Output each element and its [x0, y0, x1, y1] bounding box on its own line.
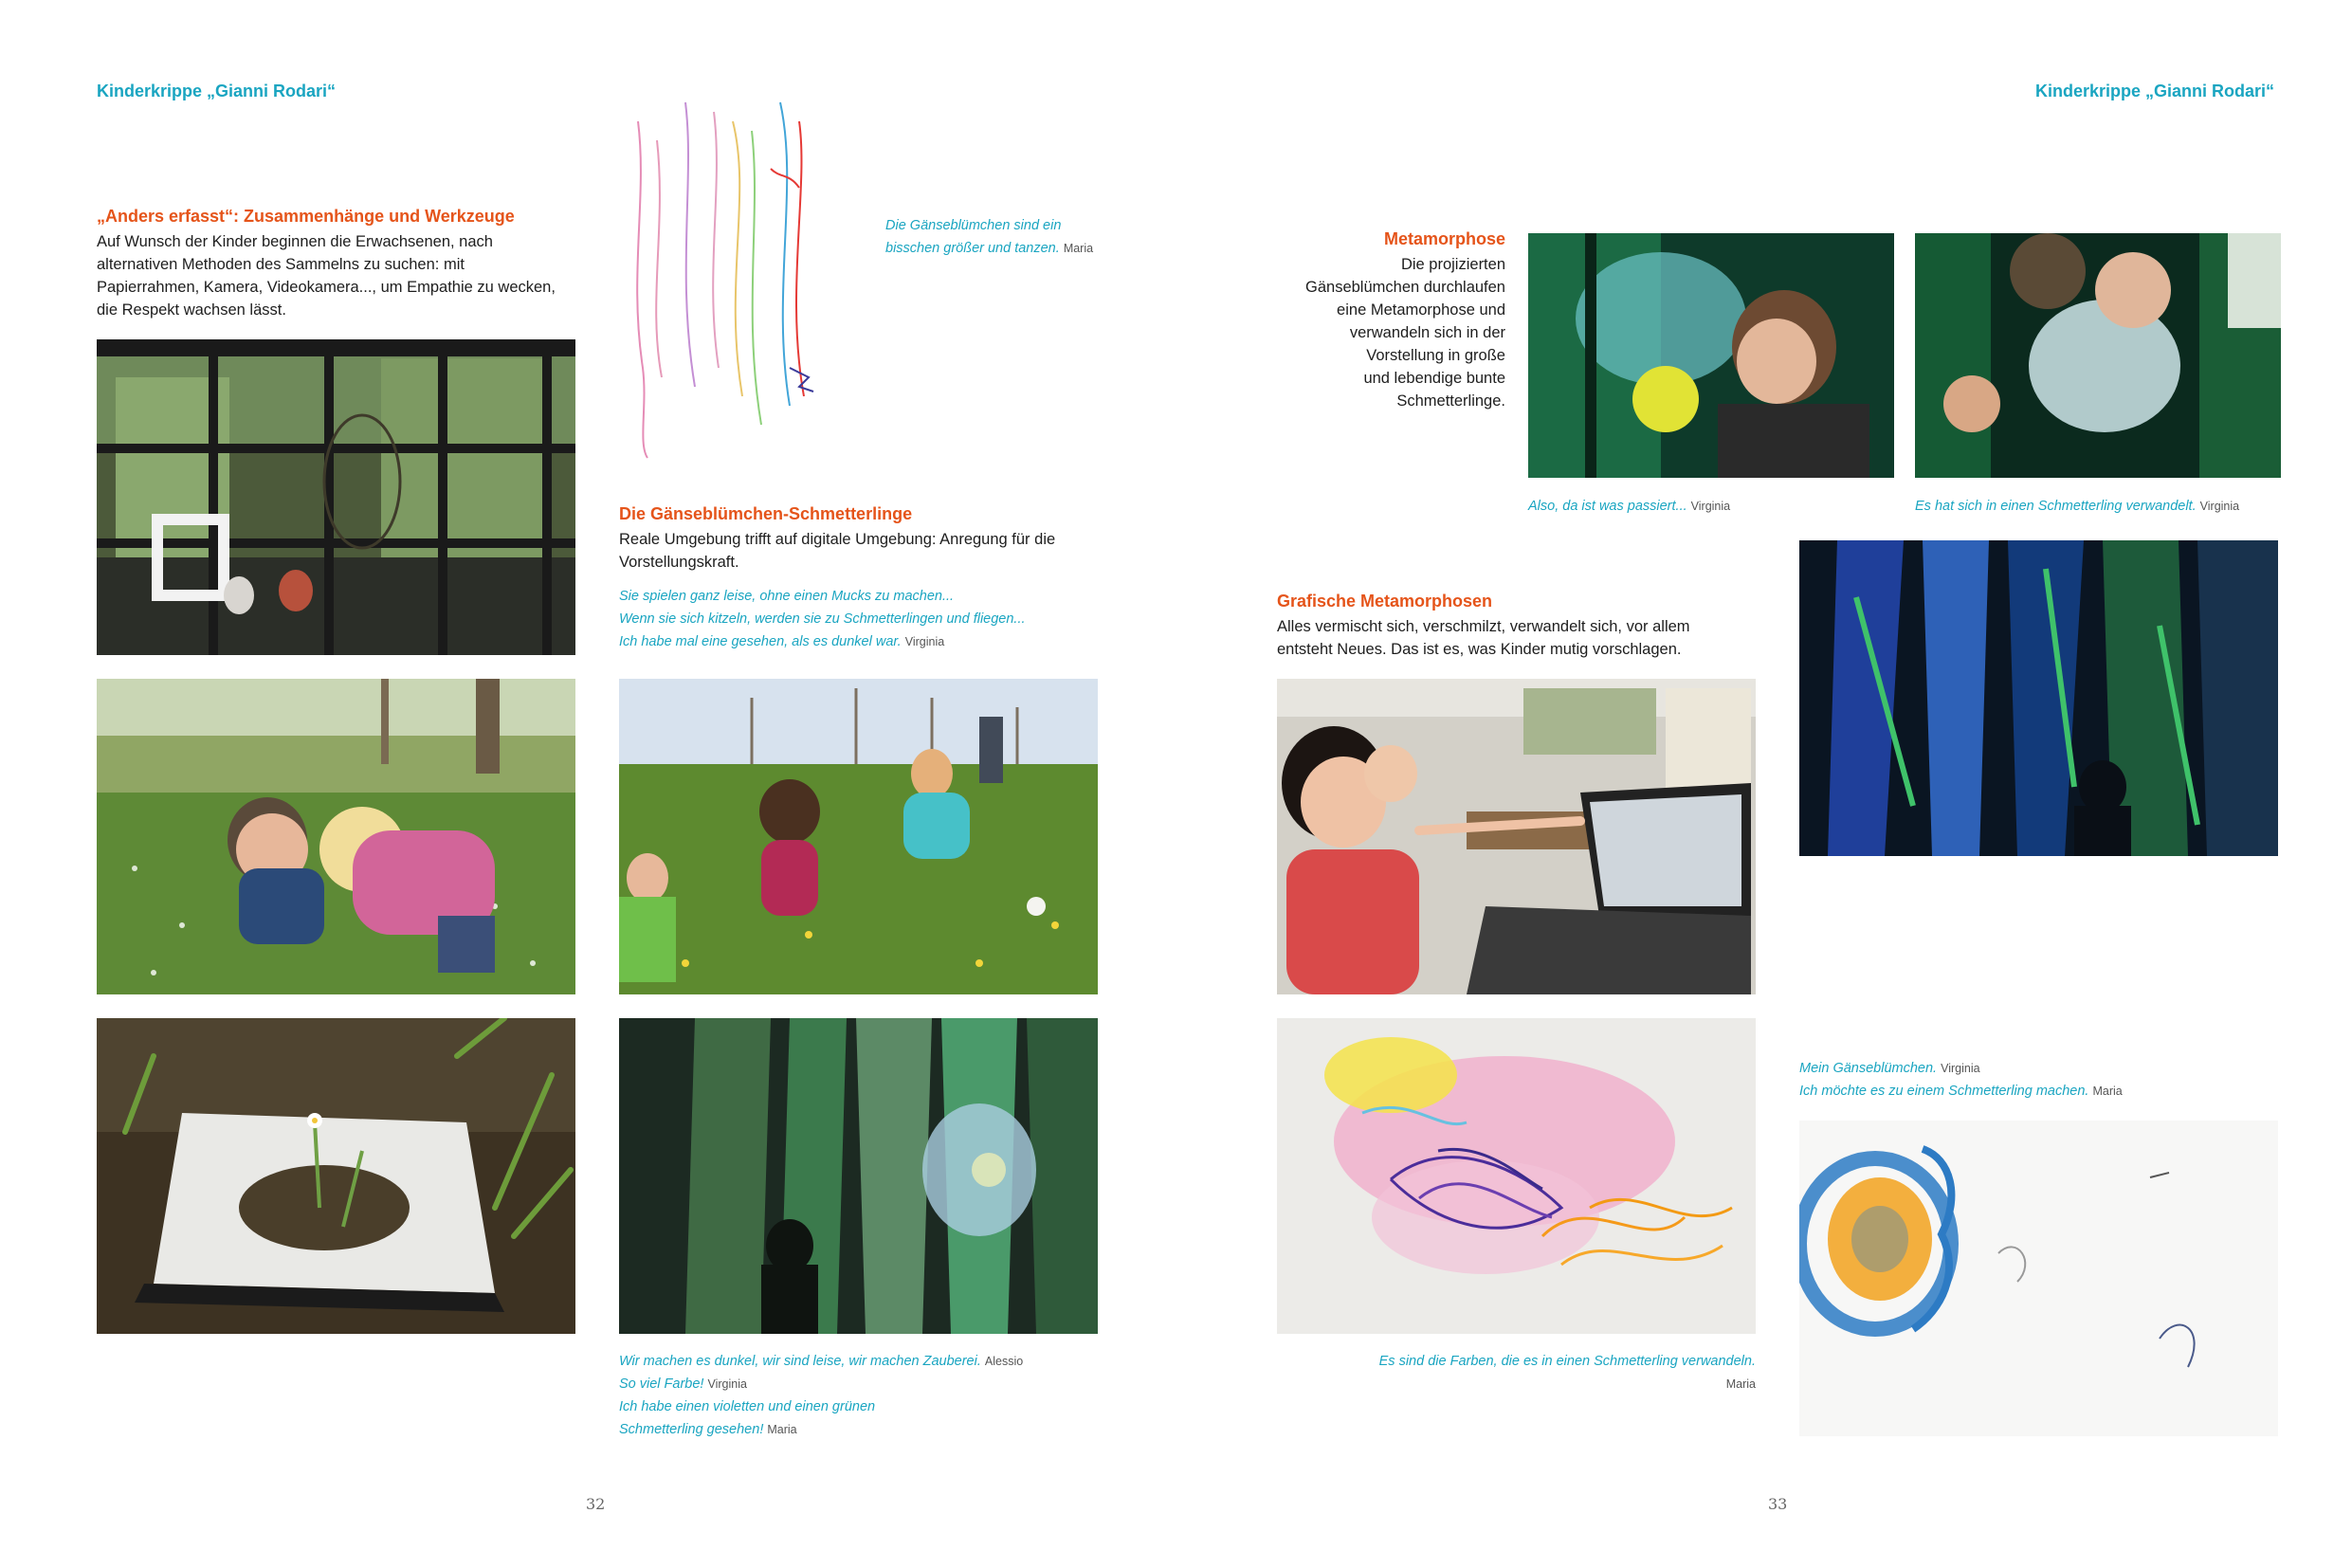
text-line: alternativen Methoden des Sammelns zu suchen: mit	[97, 256, 465, 273]
quote-author: Maria	[1063, 242, 1094, 255]
text-line: Papierrahmen, Kamera, Videokamera..., um Empathie zu wecken,	[97, 279, 556, 296]
caption-photo-3	[1277, 1350, 1756, 1395]
drawing-quote	[885, 214, 1093, 260]
section-text-metamorphose	[1232, 253, 1505, 412]
photo-children-projection	[1915, 233, 2281, 478]
drawing-daisies-dancing	[619, 83, 847, 463]
text-line: Schmetterlinge.	[1396, 392, 1505, 410]
photo-children-camera	[97, 679, 575, 994]
section-heading-grafische: Grafische Metamorphosen	[1277, 592, 1493, 611]
quote-line: Wir machen es dunkel, wir sind leise, wir machen Zauberei.	[619, 1354, 981, 1369]
quote-line: bisschen größer und tanzen.	[885, 241, 1060, 256]
bottom-quotes	[619, 1350, 1023, 1441]
section-text-grafische	[1277, 615, 1770, 661]
quote-line: Wenn sie sich kitzeln, werden sie zu Schmetterlingen und fliegen...	[619, 611, 1026, 627]
section-heading-anders-erfasst: „Anders erfasst“: Zusammenhänge und Werkzeuge	[97, 207, 515, 226]
section-text-anders-erfasst	[97, 230, 590, 321]
caption-author: Maria	[1725, 1377, 1756, 1391]
text-line: Vorstellungskraft.	[619, 554, 739, 571]
left-page-header: Kinderkrippe „Gianni Rodari“	[97, 82, 337, 100]
caption-text: Also, da ist was passiert...	[1528, 499, 1687, 514]
drawing-daisy-butterfly	[1799, 1121, 2278, 1436]
section-heading-metamorphose: Metamorphose	[1383, 229, 1505, 248]
page-number-right: 33	[1768, 1495, 1788, 1513]
quote-author: Maria	[767, 1423, 797, 1436]
caption-author: Virginia	[1941, 1062, 1980, 1075]
photo-girl-projected-flower	[1528, 233, 1894, 478]
caption-author: Virginia	[2199, 500, 2240, 513]
text-line: eine Metamorphose und	[1337, 301, 1505, 319]
quote-line: So viel Farbe!	[619, 1377, 704, 1392]
text-line: entsteht Neues. Das ist es, was Kinder mutig vorschlagen.	[1277, 641, 1682, 658]
right-page-header: Kinderkrippe „Gianni Rodari“	[2034, 82, 2274, 100]
caption-author: Maria	[2092, 1085, 2123, 1098]
quote-line: Ich habe mal eine gesehen, als es dunkel war.	[619, 634, 902, 649]
photo-blue-projection	[1799, 540, 2278, 856]
photo-projection-green	[619, 1018, 1098, 1334]
caption-text: Mein Gänseblümchen.	[1799, 1061, 1938, 1076]
text-line: Reale Umgebung trifft auf digitale Umgebung: Anregung für die	[619, 531, 1056, 548]
caption-photo-1	[1528, 495, 1730, 518]
text-line: die Respekt wachsen lässt.	[97, 301, 286, 319]
quote-line: Schmetterling gesehen!	[619, 1422, 764, 1437]
photo-children-meadow	[619, 679, 1098, 994]
photo-children-laptop	[1277, 679, 1756, 994]
text-line: Alles vermischt sich, verschmilzt, verwandelt sich, vor allem	[1277, 618, 1690, 635]
text-line: Gänseblümchen durchlaufen	[1305, 279, 1505, 296]
text-line: und lebendige bunte	[1363, 370, 1505, 387]
caption-drawing-4	[1799, 1057, 2123, 1103]
section-quotes-gaenseblumchen	[619, 585, 1026, 653]
caption-text: Ich möchte es zu einem Schmetterling machen.	[1799, 1084, 2089, 1099]
section-text-gaenseblumchen	[619, 528, 1112, 574]
quote-line: Ich habe einen violetten und einen grünen	[619, 1399, 876, 1414]
photo-window-frame	[97, 339, 575, 655]
text-line: Vorstellung in große	[1366, 347, 1505, 364]
text-line: verwandeln sich in der	[1349, 324, 1505, 341]
page-number-left: 32	[586, 1495, 606, 1513]
quote-author: Virginia	[904, 635, 945, 648]
caption-photo-2	[1915, 495, 2239, 518]
quote-line: Sie spielen ganz leise, ohne einen Mucks zu machen...	[619, 589, 955, 604]
caption-text: Es sind die Farben, die es in einen Schmetterling verwandeln.	[1378, 1354, 1756, 1369]
quote-author: Alessio	[984, 1355, 1024, 1368]
quote-line: Die Gänseblümchen sind ein	[885, 218, 1062, 233]
text-line: Die projizierten	[1400, 256, 1505, 273]
quote-author: Virginia	[707, 1377, 747, 1391]
caption-author: Virginia	[1690, 500, 1731, 513]
drawing-crayon-scribble	[1277, 1018, 1756, 1334]
photo-paper-frame-daisy	[97, 1018, 575, 1334]
caption-text: Es hat sich in einen Schmetterling verwandelt.	[1915, 499, 2197, 514]
section-heading-gaenseblumchen: Die Gänseblümchen-Schmetterlinge	[619, 504, 913, 523]
text-line: Auf Wunsch der Kinder beginnen die Erwachsenen, nach	[97, 233, 493, 250]
